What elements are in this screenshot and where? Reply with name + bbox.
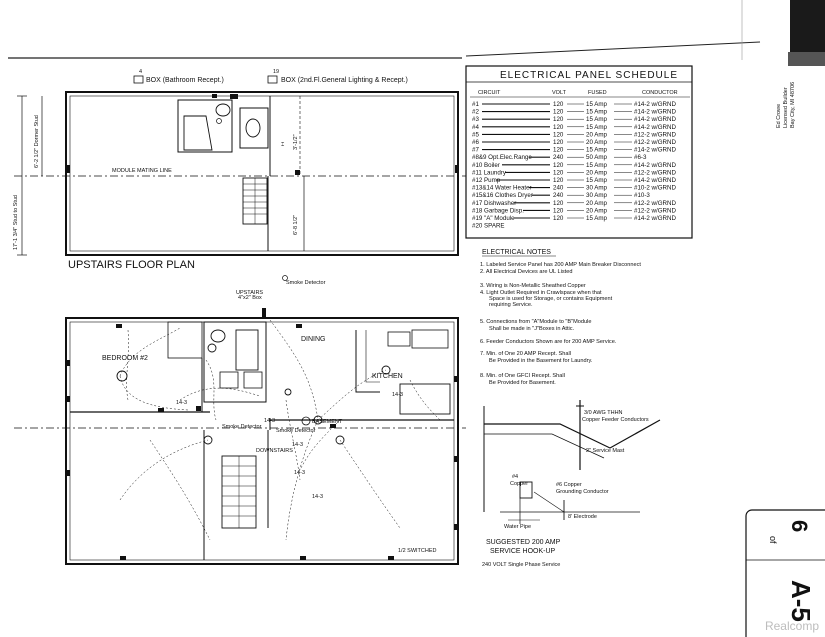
water-pipe-label: Water Pipe	[504, 524, 532, 530]
conductor-cell: #10-3	[634, 192, 650, 200]
circuit-cell: #19 "A" Module	[472, 215, 515, 222]
volt-cell: 120	[553, 131, 564, 139]
circuit-cell: #20 SPARE	[472, 222, 505, 230]
wire-label: 14-3	[264, 418, 276, 424]
schedule-row	[472, 223, 505, 230]
volt-cell: 120	[553, 169, 564, 177]
service-hookup-diagram	[482, 400, 660, 568]
smoke-detector-icon	[283, 276, 288, 281]
fused-cell: 30 Amp	[586, 184, 607, 192]
col-header-circuit: CIRCUIT	[478, 90, 501, 96]
wire-label: 14-3	[292, 442, 304, 448]
circuit-cell: #18 Garbage Disp.	[472, 207, 524, 215]
wire-label: 14-3	[294, 470, 306, 476]
upstairs-label: UPSTAIRS	[236, 290, 264, 296]
legend-box2-label: BOX (2nd.Fl.General Lighting & Recept.)	[281, 77, 408, 84]
schedule-row	[472, 116, 676, 123]
volt-cell: 120	[553, 146, 564, 154]
col-header-conductor: CONDUCTOR	[642, 90, 678, 96]
svg-text:Ed Crowe: Ed Crowe	[776, 103, 782, 128]
schedule-row	[472, 192, 650, 199]
volt-cell: 120	[553, 108, 564, 116]
volt-cell: 240	[553, 154, 564, 162]
box-icon	[268, 76, 277, 83]
circuit-cell: #11 Laundry	[472, 169, 506, 177]
basement-light-icon	[302, 417, 310, 425]
dining-label: DINING	[301, 336, 326, 343]
builder-stamp	[776, 82, 796, 128]
wire-label: 14-3	[312, 494, 324, 500]
feeder-label-2: Copper Feeder Conductors	[582, 417, 649, 423]
circuit-cell: #6	[472, 139, 479, 146]
smoke-detector-label-mid: Smoke Detector	[222, 424, 262, 430]
note-line: 1. Labeled Service Panel has 200 AMP Main Breaker Disconnect	[480, 262, 641, 268]
note-line: 6. Feeder Conductors Shown are for 200 AMP Service.	[480, 339, 617, 345]
switched-label: 1/2 SWITCHED	[398, 548, 437, 554]
volt-cell: 120	[553, 139, 564, 146]
conductor-cell: #14-2 w/GRND	[634, 177, 676, 184]
electrode-label: 8' Electrode	[568, 514, 597, 520]
conductor-cell: #12-2 w/GRND	[634, 199, 676, 207]
schedule-row	[472, 200, 676, 207]
circuit-cell: #10 Boiler	[472, 161, 500, 169]
volt-cell: 120	[553, 123, 564, 131]
downstairs-label: DOWNSTAIRS	[256, 448, 293, 454]
schedule-row	[472, 177, 676, 184]
upstairs-box-label: 4"x2" Box	[238, 295, 262, 301]
notes-title: ELECTRICAL NOTES	[482, 249, 551, 256]
fused-cell: 15 Amp	[586, 116, 607, 124]
circuit-cell: #13&14 Water Heater	[472, 184, 532, 192]
sink-icon	[246, 119, 260, 137]
volt-cell: 120	[553, 215, 564, 222]
ground-label-2: Grounding Conductor	[556, 489, 609, 495]
dim-left2-label: 6'-2 1/2" Dormer Stud	[34, 115, 40, 168]
shower-icon	[184, 116, 212, 150]
smoke-detector-label: Smoke Detector	[286, 280, 326, 286]
upstairs-floor-plan-title: UPSTAIRS FLOOR PLAN	[68, 259, 195, 271]
realcomp-watermark: Realcomp	[764, 619, 819, 633]
note-line: 4. Light Outlet Required in Crawlspace when that	[480, 290, 602, 296]
fused-cell: 50 Amp	[586, 154, 607, 162]
schedule-row	[472, 124, 676, 131]
dim-right1-label: 3'-1/2"	[293, 134, 299, 150]
conductor-cell: #14-2 w/GRND	[634, 161, 676, 169]
circuit-cell: #3	[472, 116, 479, 124]
module-mating-line-label: MODULE MATING LINE	[112, 168, 172, 174]
schedule-row	[472, 109, 676, 116]
service-title-1: SUGGESTED 200 AMP	[486, 539, 561, 546]
fused-cell: 30 Amp	[586, 192, 607, 200]
volt-cell: 240	[553, 192, 564, 200]
volt-cell: 120	[553, 101, 564, 108]
conductor-cell: #14-2 w/GRND	[634, 146, 676, 154]
conductor-cell: #12-2 w/GRND	[634, 131, 676, 139]
volt-cell: 240	[553, 184, 564, 192]
basement-label: BASEMENT	[312, 419, 343, 425]
note-line: Shall be made in "J"Boxes in Attic.	[489, 326, 575, 332]
note-line: requiring Service.	[489, 302, 533, 308]
service-mast-label: 2" Service Mast	[586, 448, 625, 454]
fused-cell: 20 Amp	[586, 199, 607, 207]
sheet-total: 6	[787, 520, 812, 533]
dim-left-label: 17'-1 3/4" Stud to Stud	[13, 195, 19, 250]
circuit-cell: #5	[472, 131, 479, 139]
conductor-cell: #10-2 w/GRND	[634, 184, 676, 192]
fused-cell: 15 Amp	[586, 177, 607, 184]
wire-label: 14-3	[392, 392, 404, 398]
volt-cell: 120	[553, 207, 564, 215]
conductor-cell: #14-2 w/GRND	[634, 108, 676, 116]
conductor-cell: #14-2 w/GRND	[634, 215, 676, 222]
volt-cell: 120	[553, 199, 564, 207]
legend	[134, 69, 408, 84]
panel-schedule-title: ELECTRICAL PANEL SCHEDULE	[500, 70, 679, 81]
circuit-cell: #8&9 Opt.Elec.Range	[472, 154, 532, 162]
note-line: Be Provided in the Basement for Laundry.	[489, 358, 593, 364]
legend-box1-number: 4	[139, 69, 143, 75]
volt-cell: 120	[553, 177, 564, 184]
sheet-of: of	[768, 536, 778, 544]
circuit-cell: #15&16 Clothes Dryer	[472, 192, 533, 200]
box-icon	[134, 76, 143, 83]
conductor-cell: #14-2 w/GRND	[634, 101, 676, 108]
sheet-number-tab	[746, 510, 825, 637]
electrical-panel-schedule	[466, 66, 692, 238]
circuit-cell: #2	[472, 108, 479, 116]
circuit-cell: #7	[472, 146, 479, 154]
fused-cell: 20 Amp	[586, 169, 607, 177]
schedule-row	[472, 139, 676, 146]
dim-right2-label: 6'-8 1/2"	[293, 214, 299, 235]
fused-cell: 20 Amp	[586, 139, 607, 146]
tub-icon	[236, 330, 258, 370]
svg-text:Bay City, MI 48706: Bay City, MI 48706	[790, 81, 796, 128]
fused-cell: 15 Amp	[586, 146, 607, 154]
fused-cell: 20 Amp	[586, 131, 607, 139]
service-subtitle: 240 VOLT Single Phase Service	[482, 562, 561, 568]
ground-label: #6 Copper	[556, 482, 582, 488]
legend-box1-label: BOX (Bathroom Recept.)	[146, 77, 224, 84]
col-header-volt: VOLT	[552, 90, 566, 96]
schedule-row	[472, 215, 676, 222]
stairs-icon	[222, 456, 256, 528]
service-title-2: SERVICE HOOK-UP	[490, 548, 556, 555]
toilet-icon	[211, 330, 225, 342]
kitchen-label: KITCHEN	[372, 373, 403, 380]
smoke-detector-label-right: Smoke Detector	[276, 428, 316, 434]
note-line: 3. Wiring is Non-Metallic Sheathed Copper	[480, 283, 586, 289]
upstairs-floor-plan	[13, 92, 466, 255]
sheet-mark: A-5	[786, 580, 816, 622]
schedule-row	[472, 169, 676, 176]
toilet-icon	[216, 104, 230, 116]
fused-cell: 15 Amp	[586, 101, 607, 108]
note-line: Be Provided for Basement.	[489, 380, 556, 386]
conductor-cell: #12-2 w/GRND	[634, 169, 676, 177]
svg-text:⌶: ⌶	[281, 142, 285, 148]
note-line: 5. Connections from "A"Module to "B"Module	[480, 319, 592, 325]
col-header-fused: FUSED	[588, 90, 607, 96]
meter-label: #4	[512, 474, 519, 480]
fused-cell: 15 Amp	[586, 215, 607, 222]
conductor-cell: #14-2 w/GRND	[634, 116, 676, 124]
schedule-row	[472, 154, 647, 161]
schedule-row	[472, 185, 676, 192]
schedule-row	[472, 101, 676, 108]
conductor-cell: #6-3	[634, 154, 647, 162]
conductor-cell: #12-2 w/GRND	[634, 139, 676, 146]
electrical-notes	[480, 249, 641, 386]
conductor-cell: #14-2 w/GRND	[634, 123, 676, 131]
wire-label: 14-3	[176, 400, 188, 406]
fused-cell: 15 Amp	[586, 108, 607, 116]
circuit-cell: #1	[472, 101, 479, 108]
note-line: Space is used for Storage, or contains Equipment	[489, 296, 613, 302]
schedule-rows	[472, 101, 676, 230]
fused-cell: 15 Amp	[586, 123, 607, 131]
note-line: 2. All Electrical Devices are UL Listed	[480, 269, 573, 275]
schedule-row	[472, 207, 676, 214]
schedule-row	[472, 131, 676, 138]
fused-cell: 20 Amp	[586, 207, 607, 215]
circuit-cell: #12 Pump	[472, 177, 501, 184]
stairs-icon	[243, 178, 267, 224]
volt-cell: 120	[553, 161, 564, 169]
volt-cell: 120	[553, 116, 564, 124]
note-line: 8. Min. of One GFCI Recept. Shall	[480, 373, 565, 379]
circuit-cell: #17 Dishwasher	[472, 199, 517, 207]
circuit-cell: #4	[472, 123, 479, 131]
schedule-row	[472, 147, 676, 154]
svg-text:Licensed Builder: Licensed Builder	[783, 87, 789, 128]
notes-list	[480, 262, 641, 386]
meter-label-2: Copper	[510, 481, 529, 487]
note-line: 7. Min. of One 20 AMP Recept. Shall	[480, 351, 571, 357]
conductor-cell: #12-2 w/GRND	[634, 207, 676, 215]
schedule-row	[472, 162, 676, 169]
legend-box2-number: 19	[273, 69, 280, 75]
feeder-label: 3/0 AWG THHN	[584, 410, 623, 416]
bedroom-label: BEDROOM #2	[102, 355, 148, 362]
first-floor-plan	[14, 276, 466, 565]
fused-cell: 15 Amp	[586, 161, 607, 169]
